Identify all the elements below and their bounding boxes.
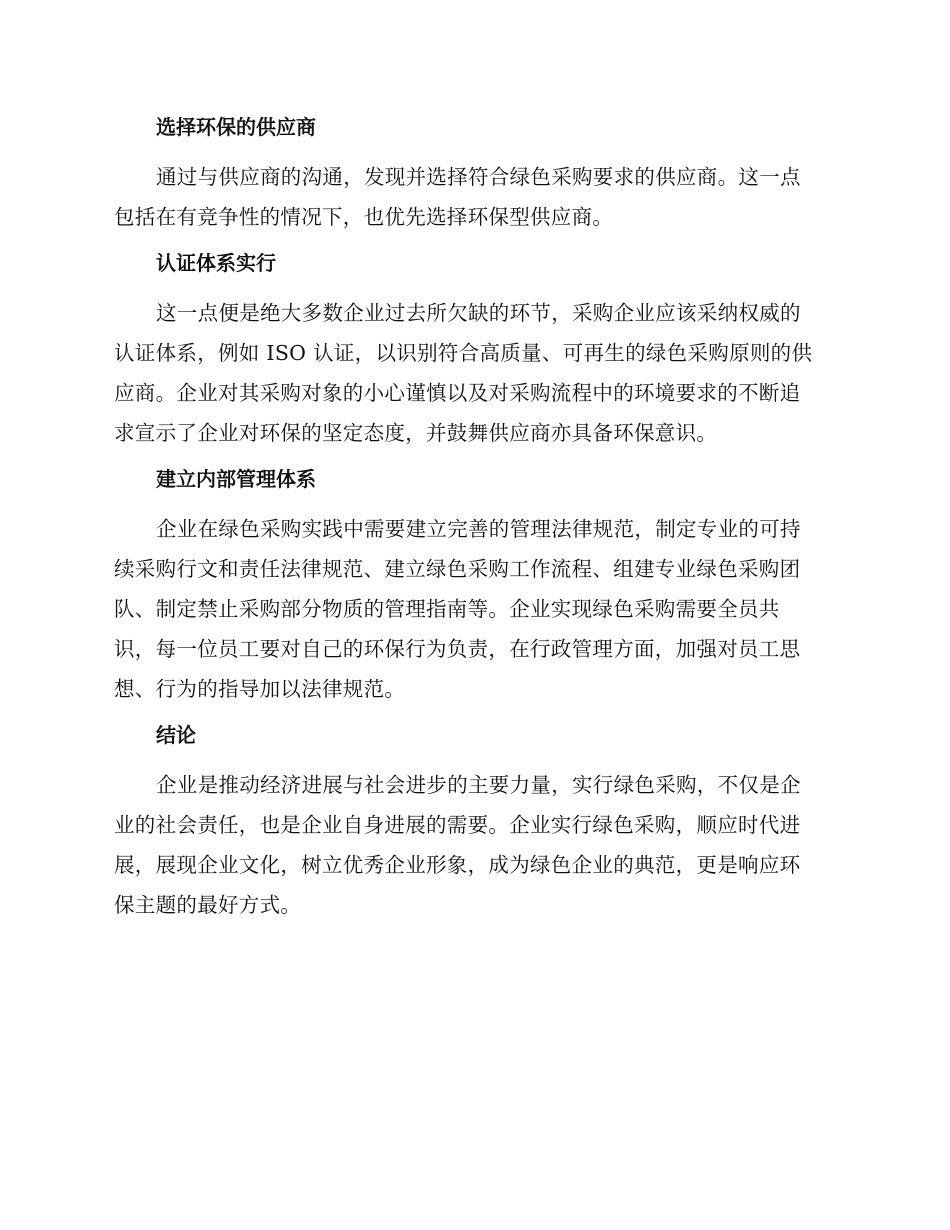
paragraph-line: 续采购行文和责任法律规范、建立绿色采购工作流程、组建专业绿色采购团 (114, 557, 801, 581)
section-heading: 建立内部管理体系 (156, 467, 316, 491)
paragraph-line: 这一点便是绝大多数企业过去所欠缺的环节，采购企业应该采纳权威的 (156, 301, 801, 325)
paragraph-line: 识，每一位员工要对自己的环保行为负责，在行政管理方面，加强对员工思 (114, 637, 801, 661)
section-heading: 结论 (156, 723, 196, 747)
section-conclusion (114, 718, 830, 925)
section-internal-management (114, 462, 830, 709)
paragraph-line: 业的社会责任，也是企业自身进展的需要。企业实行绿色采购，顺应时代进 (114, 813, 801, 837)
paragraph-line: 企业是推动经济进展与社会进步的主要力量，实行绿色采购，不仅是企 (156, 773, 801, 797)
paragraph-line: 队、制定禁止采购部分物质的管理指南等。企业实现绿色采购需要全员共 (114, 597, 780, 621)
paragraph-line: 展，展现企业文化，树立优秀企业形象，成为绿色企业的典范，更是响应环 (114, 853, 801, 877)
section-paragraph (114, 765, 830, 925)
section-certification (114, 246, 830, 453)
paragraph-line: 通过与供应商的沟通，发现并选择符合绿色采购要求的供应商。这一点 (156, 165, 801, 189)
section-heading: 选择环保的供应商 (156, 115, 316, 139)
paragraph-line: 求宣示了企业对环保的坚定态度，并鼓舞供应商亦具备环保意识。 (114, 421, 718, 445)
paragraph-line: 保主题的最好方式。 (114, 893, 302, 917)
paragraph-line: 认证体系，例如 ISO 认证，以识别符合高质量、可再生的绿色采购原则的供 (114, 341, 813, 365)
section-green-suppliers (114, 110, 830, 237)
paragraph-line: 想、行为的指导加以法律规范。 (114, 677, 406, 701)
section-heading: 认证体系实行 (156, 251, 276, 275)
section-paragraph (114, 157, 830, 237)
paragraph-line: 包括在有竞争性的情况下，也优先选择环保型供应商。 (114, 205, 614, 229)
section-paragraph (114, 293, 830, 453)
paragraph-line: 应商。企业对其采购对象的小心谨慎以及对采购流程中的环境要求的不断追 (114, 381, 801, 405)
paragraph-line: 企业在绿色采购实践中需要建立完善的管理法律规范，制定专业的可持 (156, 517, 801, 541)
section-paragraph (114, 509, 830, 709)
